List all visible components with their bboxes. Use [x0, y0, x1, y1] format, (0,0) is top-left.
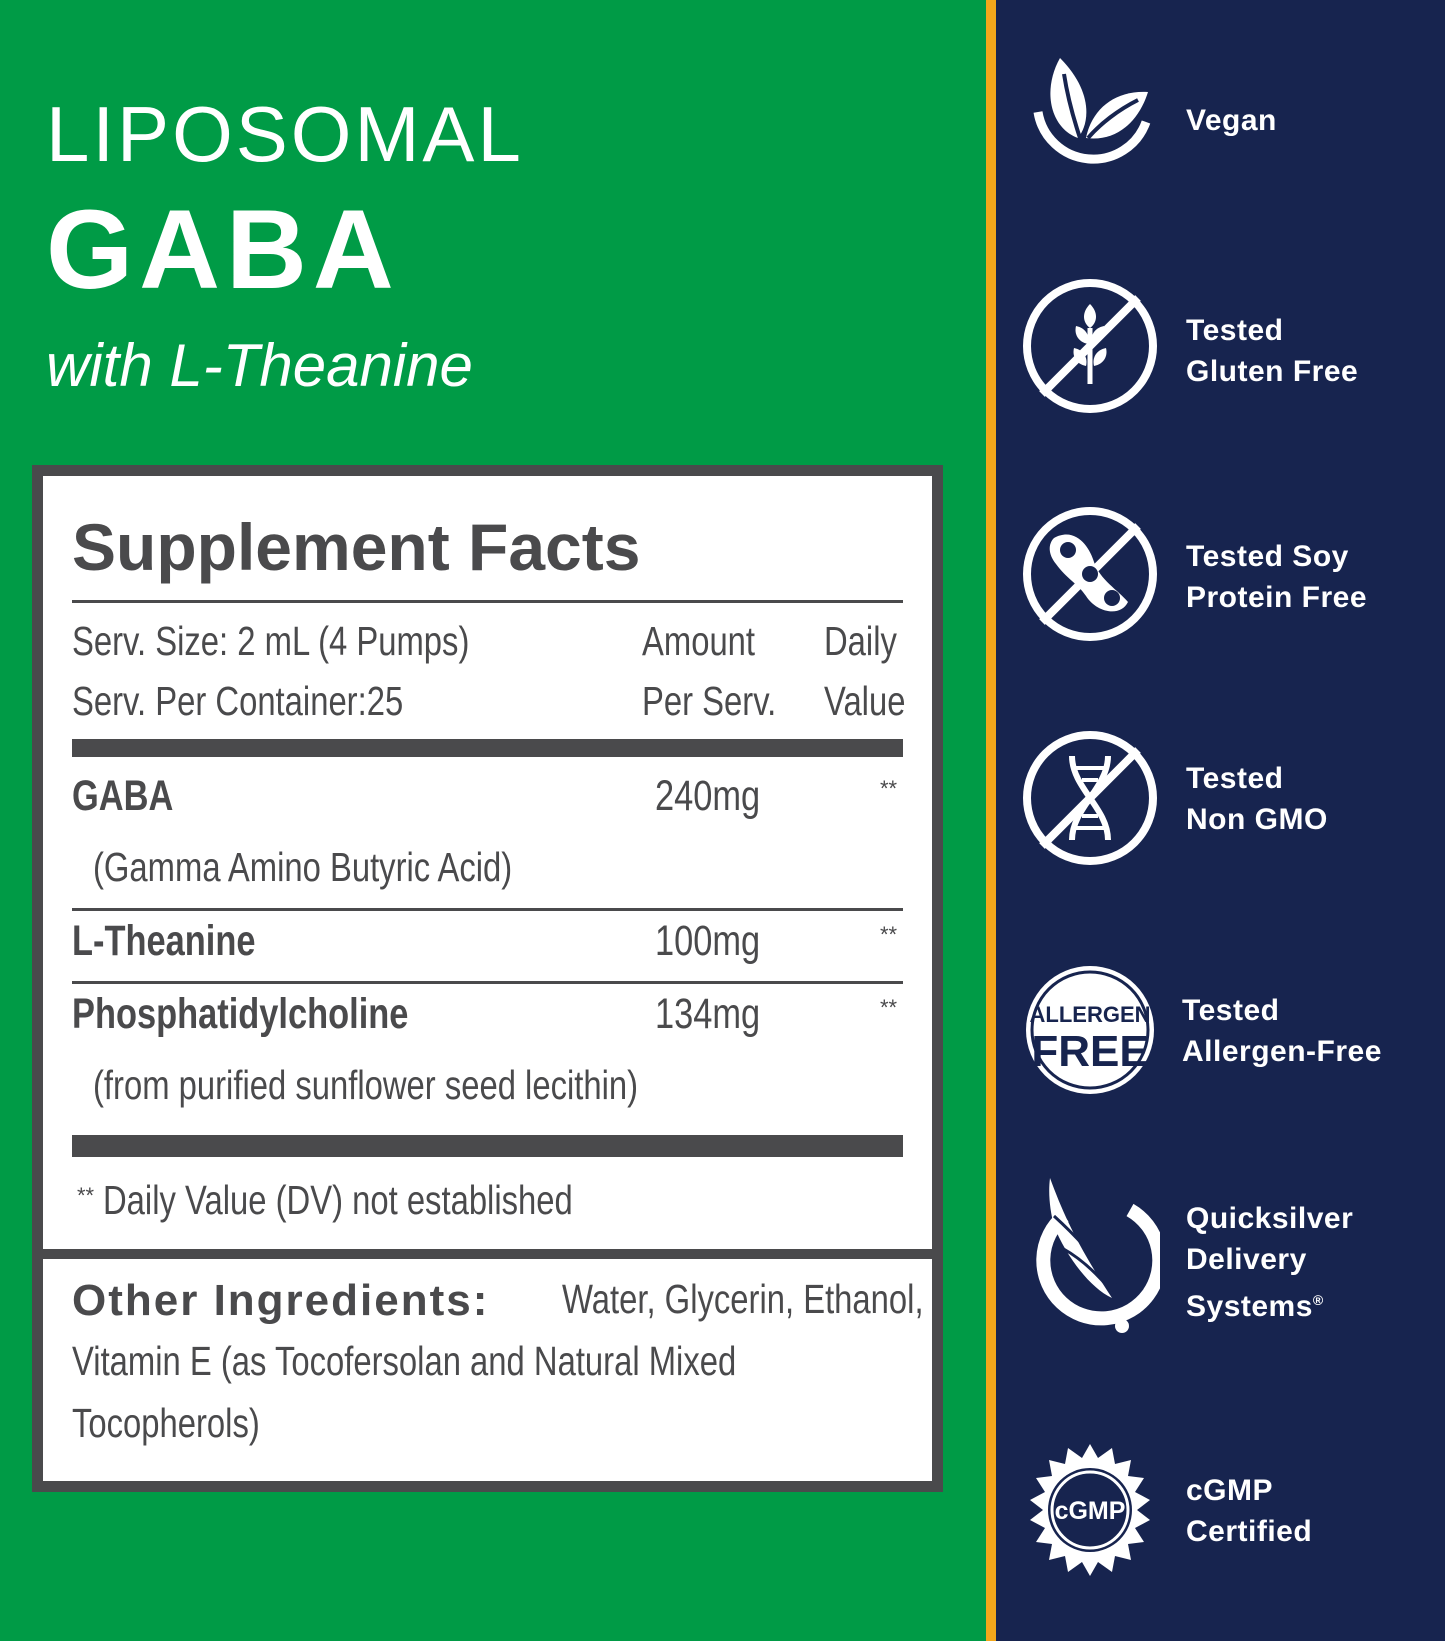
- servings-per-container: Serv. Per Container:25: [72, 678, 404, 724]
- daily-value-header-2: Value: [824, 678, 906, 724]
- amount-header-2: Per Serv.: [642, 678, 777, 724]
- badge-label-soy: Tested Soy Protein Free: [1186, 540, 1368, 614]
- rule-thin: [72, 981, 903, 984]
- rule-thin: [72, 600, 903, 603]
- row-amount: 100mg: [655, 917, 761, 965]
- leaf-icon: [1020, 50, 1160, 190]
- row-amount: 240mg: [655, 772, 761, 820]
- row-name: Phosphatidylcholine: [72, 990, 409, 1038]
- other-ingredients-line: Tocopherols): [72, 1400, 260, 1446]
- svg-text:cGMP: cGMP: [1054, 1497, 1126, 1525]
- row-dv: **: [880, 995, 898, 1020]
- other-ingredients-line: Water, Glycerin, Ethanol,: [562, 1276, 924, 1322]
- rule-thin: [72, 908, 903, 911]
- svg-text:FREE: FREE: [1031, 1027, 1149, 1076]
- rule-thick: [72, 1135, 903, 1157]
- other-ingredients-line: Vitamin E (as Tocofersolan and Natural Mixed: [72, 1338, 737, 1384]
- footnote: Daily Value (DV) not established: [103, 1177, 573, 1223]
- badge-label-gmo: Tested Non GMO: [1186, 762, 1328, 836]
- cgmp-seal-icon: [1020, 1440, 1160, 1580]
- panel-divider: [43, 1249, 932, 1259]
- row-subtext: (Gamma Amino Butyric Acid): [93, 844, 513, 890]
- row-dv: **: [880, 776, 898, 801]
- product-line: LIPOSOMAL: [46, 90, 524, 178]
- badge-label-gluten: Tested Gluten Free: [1186, 314, 1359, 388]
- footnote-mark: **: [77, 1183, 95, 1208]
- serving-size: Serv. Size: 2 mL (4 Pumps): [72, 618, 470, 664]
- soy-crossed-icon: [1020, 504, 1160, 644]
- gold-divider: [986, 0, 996, 1641]
- badge-label-vegan: Vegan: [1186, 104, 1277, 137]
- row-name: L-Theanine: [72, 917, 256, 965]
- svg-text:ALLERGEN: ALLERGEN: [1029, 1002, 1151, 1027]
- daily-value-header: Daily: [824, 618, 897, 664]
- rule-thick: [72, 739, 903, 757]
- badge-label-cgmp: cGMP Certified: [1186, 1474, 1313, 1548]
- wheat-crossed-icon: [1020, 276, 1160, 416]
- other-ingredients-title: Other Ingredients:: [72, 1276, 490, 1325]
- supplement-facts-panel: [32, 465, 943, 1492]
- quicksilver-logo-icon: [1020, 1176, 1160, 1336]
- product-name: GABA: [46, 187, 400, 312]
- facts-title: Supplement Facts: [72, 510, 641, 584]
- amount-header: Amount: [642, 618, 756, 664]
- row-subtext: (from purified sunflower seed lecithin): [93, 1062, 639, 1108]
- product-subtitle: with L-Theanine: [46, 332, 473, 399]
- dna-crossed-icon: [1020, 728, 1160, 868]
- allergen-free-icon: [1020, 960, 1160, 1100]
- badge-label-allergen: Tested Allergen-Free: [1182, 994, 1382, 1068]
- row-dv: **: [880, 922, 898, 947]
- badge-label-quicksilver: Quicksilver Delivery Systems®: [1186, 1202, 1354, 1323]
- row-name: GABA: [72, 772, 174, 820]
- row-amount: 134mg: [655, 990, 761, 1038]
